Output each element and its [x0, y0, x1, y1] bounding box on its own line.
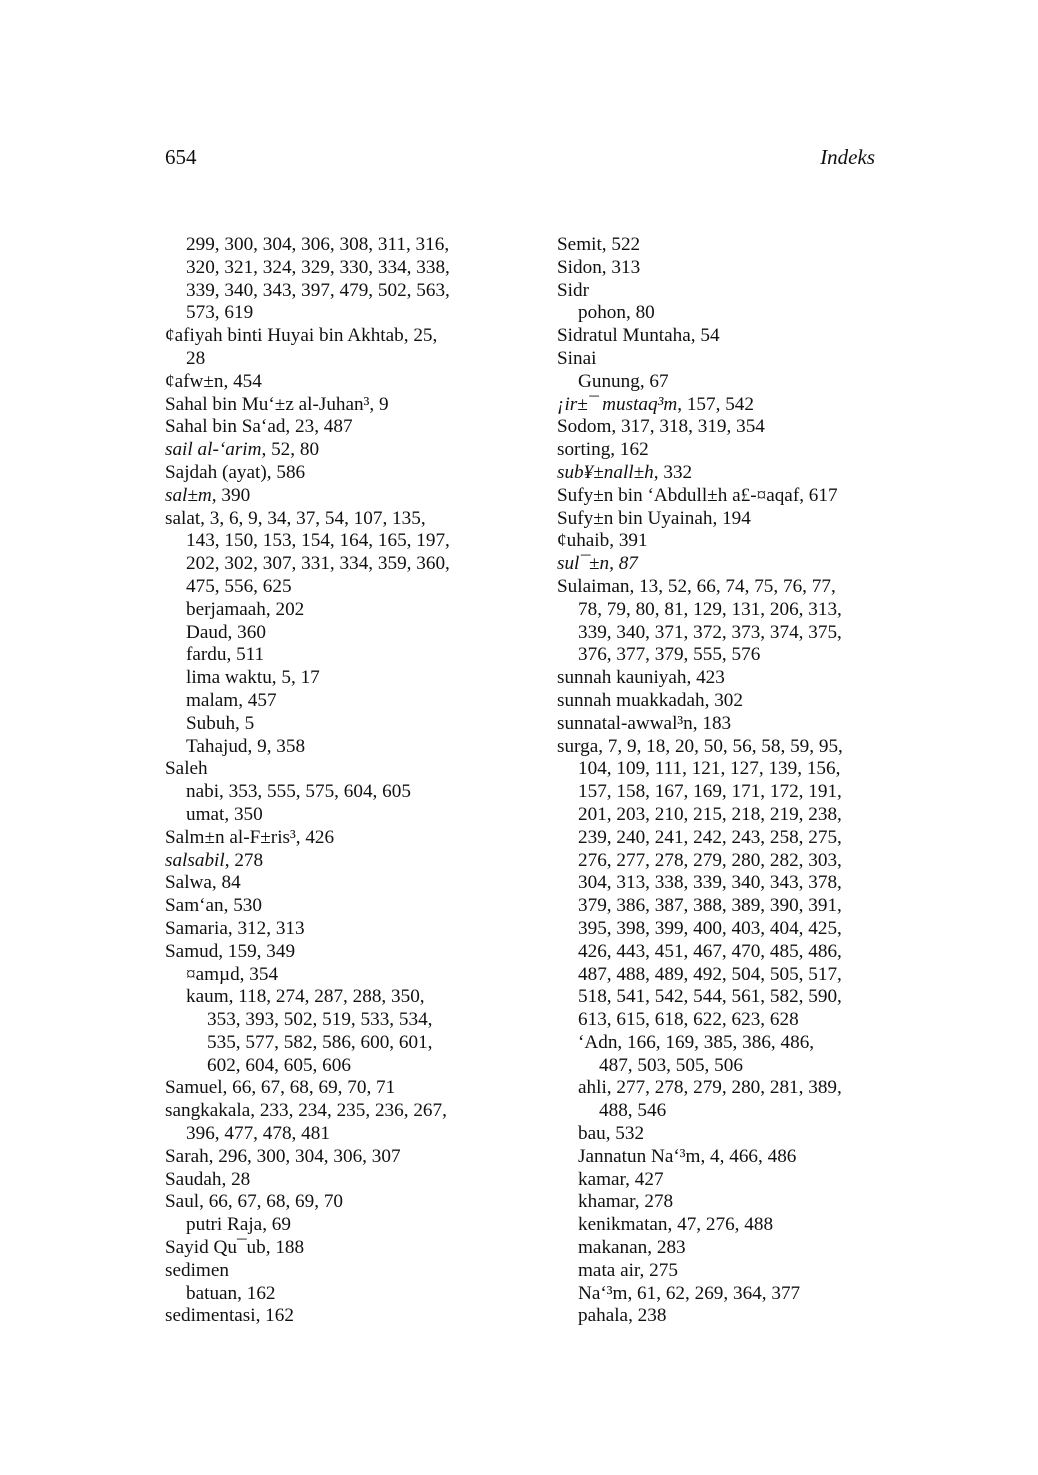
index-subentry — [165, 622, 505, 645]
index-subentry — [165, 690, 505, 713]
index-entry-text: 320, 321, 324, 329, 330, 334, 338, — [186, 256, 450, 278]
index-entry-text: Saudah, 28 — [165, 1168, 251, 1190]
index-entry-text: sal±m — [165, 484, 212, 506]
index-page-refs: , 52, 80 — [261, 439, 320, 461]
index-entry — [557, 394, 887, 417]
index-entry-text: Daud, 360 — [186, 621, 266, 643]
index-subentry — [557, 918, 887, 941]
index-entry-text: 353, 393, 502, 519, 533, 534, — [207, 1009, 433, 1031]
index-entry-text: 104, 109, 111, 121, 127, 139, 156, — [578, 758, 841, 780]
index-subentry — [165, 530, 505, 553]
index-entry-text: sangkakala, 233, 234, 235, 236, 267, — [165, 1100, 447, 1122]
index-entry-text: fardu, 511 — [186, 644, 265, 666]
index-entry — [557, 690, 887, 713]
index-entry-text: 395, 398, 399, 400, 403, 404, 425, — [578, 917, 842, 939]
index-entry-text: 376, 377, 379, 555, 576 — [578, 644, 761, 666]
index-entry-text: 379, 386, 387, 388, 389, 390, 391, — [578, 895, 842, 917]
index-subentry — [557, 872, 887, 895]
index-entry-text: Salwa, 84 — [165, 872, 241, 894]
index-entry — [165, 416, 505, 439]
index-entry-text: 143, 150, 153, 154, 164, 165, 197, — [186, 530, 450, 552]
index-subentry — [165, 804, 505, 827]
index-entry — [165, 1146, 505, 1169]
index-entry-text: Saul, 66, 67, 68, 69, 70 — [165, 1191, 344, 1213]
index-subentry — [165, 781, 505, 804]
index-entry — [557, 348, 887, 371]
index-entry — [557, 667, 887, 690]
index-entry-text: khamar, 278 — [578, 1191, 674, 1213]
index-entry-text: sub¥±nall±h — [557, 461, 654, 483]
index-subentry — [557, 599, 887, 622]
index-subentry — [165, 1055, 505, 1078]
index-entry — [165, 1077, 505, 1100]
index-entry-text: sunnah kauniyah, 423 — [557, 667, 725, 689]
index-entry — [165, 918, 505, 941]
index-entry-text: 602, 604, 605, 606 — [207, 1054, 351, 1076]
index-entry — [165, 1237, 505, 1260]
index-entry — [557, 257, 887, 280]
index-subentry — [557, 1191, 887, 1214]
index-entry-text: Sajdah (ayat), 586 — [165, 461, 306, 483]
index-entry-text: 613, 615, 618, 622, 623, 628 — [578, 1009, 799, 1031]
index-entry — [557, 530, 887, 553]
index-subentry — [165, 1283, 505, 1306]
index-subentry — [557, 1123, 887, 1146]
index-subentry — [557, 1283, 887, 1306]
index-entry-text: Salm±n al-F±ris³, 426 — [165, 826, 335, 848]
index-entry-text: Samud, 159, 349 — [165, 940, 296, 962]
index-entry-text: 78, 79, 80, 81, 129, 131, 206, 313, — [578, 598, 842, 620]
index-entry-text: 518, 541, 542, 544, 561, 582, 590, — [578, 986, 842, 1008]
index-column-left — [165, 234, 505, 1328]
index-entry-text: Sidratul Muntaha, 54 — [557, 325, 720, 347]
index-entry-text: surga, 7, 9, 18, 20, 50, 56, 58, 59, 95, — [557, 735, 843, 757]
index-entry — [557, 462, 887, 485]
index-subentry — [165, 713, 505, 736]
index-subentry — [165, 1032, 505, 1055]
index-entry-text: pahala, 238 — [578, 1305, 667, 1327]
index-entry-text: ¡ir±¯ mustaq³m — [557, 393, 678, 415]
index-subentry — [557, 850, 887, 873]
index-entry-text: Gunung, 67 — [578, 370, 669, 392]
index-entry-text: 488, 546 — [599, 1100, 667, 1122]
index-entry — [165, 895, 505, 918]
index-subentry — [557, 941, 887, 964]
index-entry-text: sorting, 162 — [557, 439, 649, 461]
index-entry-text: 28 — [186, 347, 206, 369]
index-entry-text: Na‘³m, 61, 62, 269, 364, 377 — [578, 1282, 801, 1304]
index-entry-text: Subuh, 5 — [186, 712, 255, 734]
index-subentry — [165, 986, 505, 1009]
index-entry-text: pohon, 80 — [578, 302, 655, 324]
index-entry-text: 339, 340, 371, 372, 373, 374, 375, — [578, 621, 842, 643]
index-subentry — [165, 553, 505, 576]
index-entry — [165, 462, 505, 485]
index-entry-text: Tahajud, 9, 358 — [186, 735, 306, 757]
index-entry-text: 426, 443, 451, 467, 470, 485, 486, — [578, 940, 842, 962]
index-entry — [165, 827, 505, 850]
index-subentry — [557, 1214, 887, 1237]
index-subentry — [165, 302, 505, 325]
index-subentry — [165, 1123, 505, 1146]
index-entry — [165, 850, 505, 873]
index-subentry — [557, 1055, 887, 1078]
index-subentry — [165, 280, 505, 303]
index-entry-text: 339, 340, 343, 397, 479, 502, 563, — [186, 279, 450, 301]
index-subentry — [557, 895, 887, 918]
index-entry-text: malam, 457 — [186, 689, 277, 711]
index-entry-text: makanan, 283 — [578, 1237, 686, 1259]
index-entry-text: 304, 313, 338, 339, 340, 343, 378, — [578, 872, 842, 894]
index-entry-text: Sarah, 296, 300, 304, 306, 307 — [165, 1145, 401, 1167]
index-entry-text: 573, 619 — [186, 302, 254, 324]
index-entry — [165, 394, 505, 417]
index-entry — [557, 280, 887, 303]
index-entry-text: Sufy±n bin ‘Abdull±h a£-¤aqaf, 617 — [557, 484, 838, 506]
index-entry-text: Saleh — [165, 758, 208, 780]
index-subentry — [557, 804, 887, 827]
index-subentry — [557, 758, 887, 781]
index-entry — [165, 872, 505, 895]
index-entry — [557, 234, 887, 257]
index-entry-text: putri Raja, 69 — [186, 1214, 291, 1236]
index-subentry — [557, 1032, 887, 1055]
index-entry — [557, 553, 887, 576]
index-entry — [165, 1100, 505, 1123]
index-entry-text: Sidr — [557, 279, 589, 301]
index-subentry — [165, 644, 505, 667]
index-entry — [165, 325, 505, 348]
index-entry-text: sail al-‘arim — [165, 439, 262, 461]
index-entry — [165, 508, 505, 531]
index-entry — [165, 1191, 505, 1214]
index-subentry — [557, 1100, 887, 1123]
index-subentry — [557, 986, 887, 1009]
index-subentry — [165, 964, 505, 987]
running-title: Indeks — [820, 145, 875, 169]
index-entry-text: umat, 350 — [186, 803, 263, 825]
index-subentry — [165, 348, 505, 371]
index-entry-text: Sam‘an, 530 — [165, 895, 262, 917]
index-entry-text: sul¯±n, 87 — [557, 553, 638, 575]
index-entry-text: lima waktu, 5, 17 — [186, 667, 320, 689]
index-entry-text: 487, 488, 489, 492, 504, 505, 517, — [578, 963, 842, 985]
index-subentry — [165, 599, 505, 622]
index-subentry — [557, 781, 887, 804]
index-entry-text: Sidon, 313 — [557, 256, 641, 278]
index-entry — [165, 758, 505, 781]
index-page-refs: , 390 — [211, 484, 251, 506]
index-entry-text: ¢afiyah binti Huyai bin Akhtab, 25, — [165, 325, 438, 347]
index-entry — [557, 576, 887, 599]
index-entry — [165, 941, 505, 964]
index-subentry — [165, 576, 505, 599]
index-entry-text: batuan, 162 — [186, 1282, 276, 1304]
index-entry — [165, 439, 505, 462]
index-entry-text: Jannatun Na‘³m, 4, 466, 486 — [578, 1145, 797, 1167]
index-subentry — [165, 234, 505, 257]
index-entry-text: sedimen — [165, 1259, 229, 1281]
index-entry-text: sunnatal-awwal³n, 183 — [557, 712, 732, 734]
index-subentry — [165, 736, 505, 759]
index-entry-text: ¢uhaib, 391 — [557, 530, 648, 552]
index-entry-text: Semit, 522 — [557, 234, 641, 255]
index-subentry — [557, 371, 887, 394]
index-entry-text: 487, 503, 505, 506 — [599, 1054, 743, 1076]
index-entry-text: Sahal bin Sa‘ad, 23, 487 — [165, 416, 353, 438]
index-entry-text: 535, 577, 582, 586, 600, 601, — [207, 1031, 433, 1053]
index-entry-text: Sayid Qu¯ub, 188 — [165, 1237, 305, 1259]
index-page-refs: , 157, 542 — [677, 393, 754, 415]
index-subentry — [557, 622, 887, 645]
index-entry-text: kenikmatan, 47, 276, 488 — [578, 1214, 774, 1236]
index-subentry — [557, 1009, 887, 1032]
index-entry-text: 276, 277, 278, 279, 280, 282, 303, — [578, 849, 842, 871]
index-entry-text: Sodom, 317, 318, 319, 354 — [557, 416, 765, 438]
index-column-right — [557, 234, 887, 1328]
index-entry — [557, 508, 887, 531]
index-entry — [557, 439, 887, 462]
index-entry — [165, 371, 505, 394]
index-subentry — [557, 1305, 887, 1328]
index-entry — [165, 1169, 505, 1192]
index-entry — [165, 1260, 505, 1283]
index-subentry — [557, 1169, 887, 1192]
index-entry — [165, 1305, 505, 1328]
index-entry-text: berjamaah, 202 — [186, 598, 305, 620]
index-entry — [557, 736, 887, 759]
index-entry-text: 157, 158, 167, 169, 171, 172, 191, — [578, 781, 842, 803]
index-subentry — [557, 1077, 887, 1100]
index-entry-text: Samaria, 312, 313 — [165, 917, 305, 939]
index-entry-text: salat, 3, 6, 9, 34, 37, 54, 107, 135, — [165, 507, 426, 529]
index-entry-text: 239, 240, 241, 242, 243, 258, 275, — [578, 826, 842, 848]
index-entry — [557, 416, 887, 439]
index-subentry — [557, 302, 887, 325]
index-subentry — [557, 827, 887, 850]
index-entry-text: kaum, 118, 274, 287, 288, 350, — [186, 986, 425, 1008]
index-entry-text: kamar, 427 — [578, 1168, 664, 1190]
index-entry-text: mata air, 275 — [578, 1259, 678, 1281]
index-subentry — [557, 1237, 887, 1260]
index-subentry — [557, 1260, 887, 1283]
index-entry-text: 396, 477, 478, 481 — [186, 1123, 330, 1145]
index-entry — [557, 485, 887, 508]
index-entry-text: Sufy±n bin Uyainah, 194 — [557, 507, 751, 529]
index-subentry — [165, 1009, 505, 1032]
index-entry-text: Sulaiman, 13, 52, 66, 74, 75, 76, 77, — [557, 575, 836, 597]
index-entry-text: 475, 556, 625 — [186, 575, 292, 597]
index-subentry — [557, 644, 887, 667]
index-subentry — [557, 964, 887, 987]
index-subentry — [557, 1146, 887, 1169]
index-subentry — [165, 1214, 505, 1237]
index-entry-text: nabi, 353, 555, 575, 604, 605 — [186, 781, 411, 803]
index-subentry — [165, 257, 505, 280]
index-entry-text: ahli, 277, 278, 279, 280, 281, 389, — [578, 1077, 842, 1099]
index-entry-text: Samuel, 66, 67, 68, 69, 70, 71 — [165, 1077, 396, 1099]
index-page-refs: , 332 — [653, 461, 693, 483]
index-entry-text: ¢afw±n, 454 — [165, 370, 262, 392]
index-entry — [557, 325, 887, 348]
index-page-refs: , 278 — [224, 849, 264, 871]
index-entry-text: sedimentasi, 162 — [165, 1305, 294, 1327]
index-entry-text: salsabil — [165, 849, 225, 871]
index-entry-text: 299, 300, 304, 306, 308, 311, 316, — [186, 234, 450, 255]
page-number: 654 — [165, 145, 197, 169]
index-entry-text: bau, 532 — [578, 1123, 645, 1145]
index-entry — [557, 713, 887, 736]
index-entry-text: Sahal bin Mu‘±z al-Juhan³, 9 — [165, 393, 389, 415]
index-entry — [165, 485, 505, 508]
index-entry-text: ‘Adn, 166, 169, 385, 386, 486, — [578, 1031, 815, 1053]
index-subentry — [165, 667, 505, 690]
index-entry-text: 201, 203, 210, 215, 218, 219, 238, — [578, 803, 842, 825]
index-entry-text: Sinai — [557, 347, 597, 369]
index-entry-text: sunnah muakkadah, 302 — [557, 689, 743, 711]
index-entry-text: ¤amµd, 354 — [186, 963, 279, 985]
index-entry-text: 202, 302, 307, 331, 334, 359, 360, — [186, 553, 450, 575]
